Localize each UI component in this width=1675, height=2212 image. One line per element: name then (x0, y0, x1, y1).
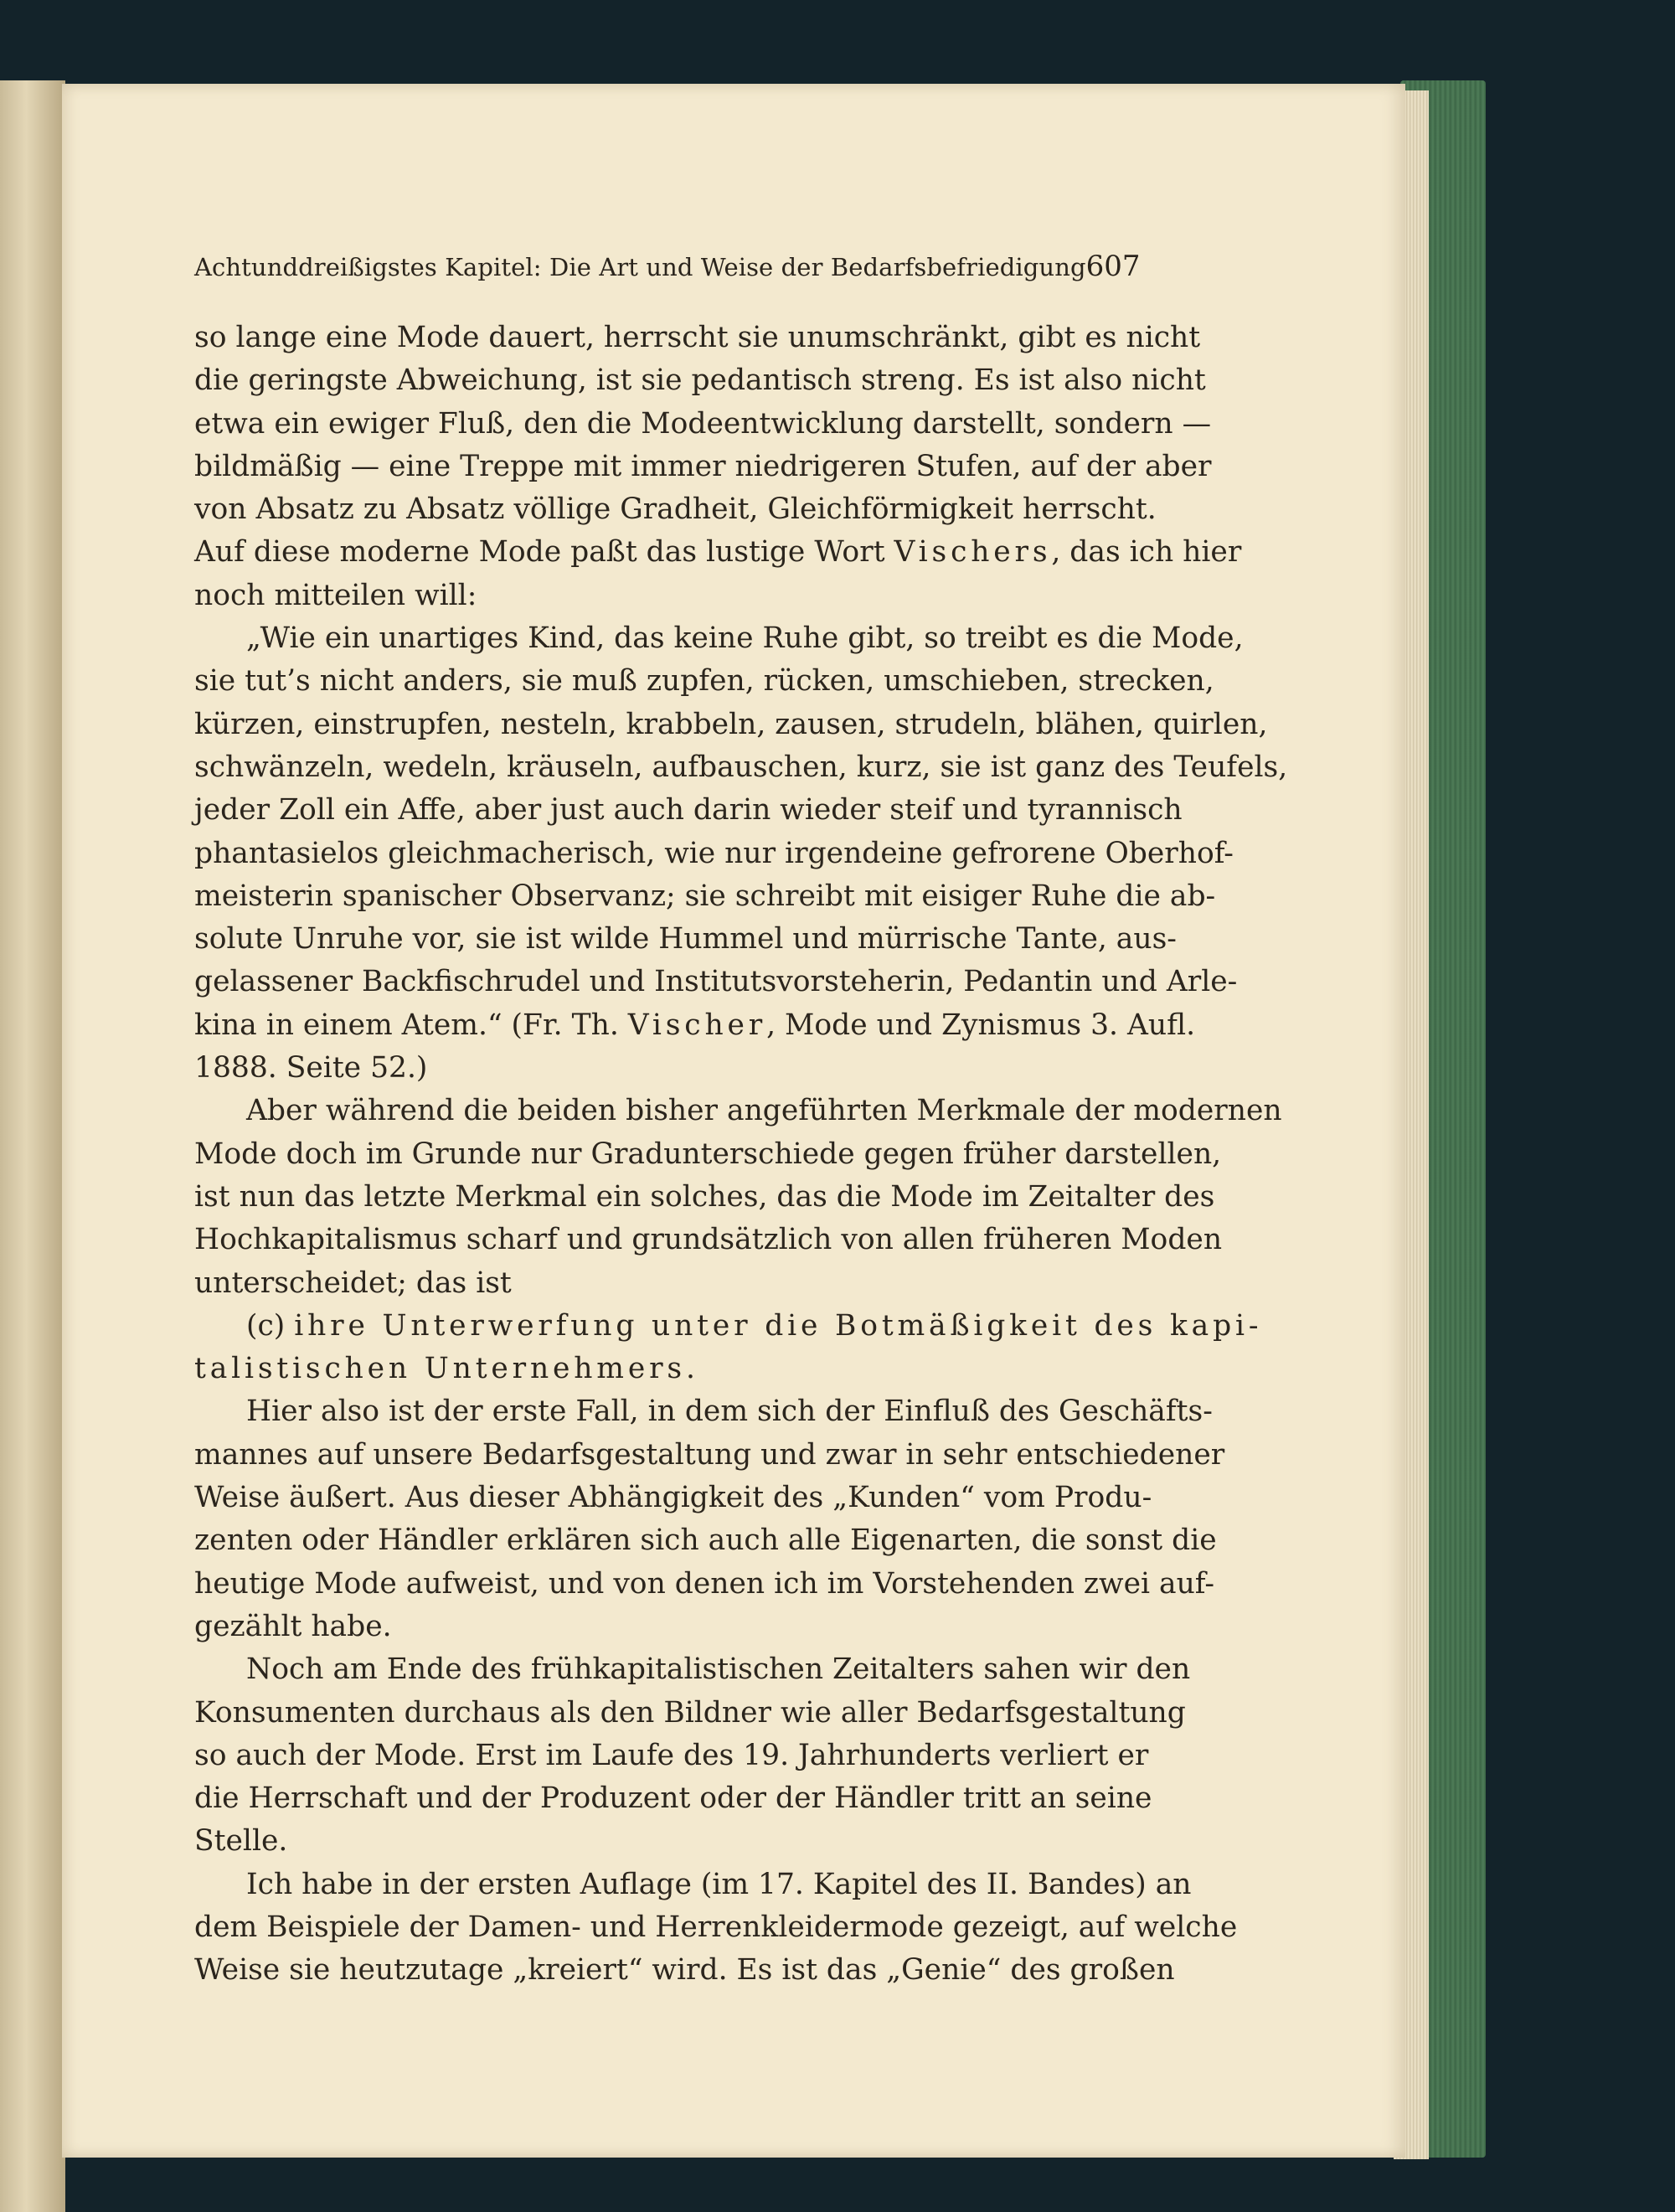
text-line: mannes auf unsere Bedarfsgestaltung und zwar in sehr entschiedener (194, 1437, 1225, 1472)
quote-line: sie tut’s nicht anders, sie muß zupfen, rücken, umschieben, strecken, (194, 664, 1214, 699)
text-line: Noch am Ende des frühkapitalistischen Zeitalters sahen wir den (246, 1653, 1191, 1687)
text-line: zenten oder Händler erklären sich auch alle Eigenarten, die sonst die (194, 1524, 1217, 1558)
text-line: Aber während die beiden bisher angeführten Merkmale der modernen (246, 1094, 1282, 1128)
text-line: von Absatz zu Absatz völlige Gradheit, Gleichförmigkeit herrscht. (194, 492, 1157, 527)
running-header (194, 250, 1141, 286)
text-line: Hochkapitalismus scharf und grundsätzlich von allen früheren Moden (194, 1223, 1223, 1257)
text-line: Ich habe in der ersten Auflage (im 17. Kapitel des II. Bandes) an (246, 1867, 1192, 1901)
text-line: so auch der Mode. Erst im Laufe des 19. Jahrhunderts verliert er (194, 1738, 1149, 1772)
text-line: so lange eine Mode dauert, herrscht sie unumschränkt, gibt es nicht (194, 321, 1201, 354)
text-line: dem Beispiele der Damen- und Herrenkleidermode gezeigt, auf welche (194, 1910, 1238, 1944)
quote-line: kürzen, einstrupfen, nesteln, krabbeln, zausen, strudeln, blähen, quirlen, (194, 707, 1268, 741)
text-line: Weise sie heutzutage „kreiert“ wird. Es ist das „Genie“ des großen (194, 1953, 1175, 1988)
text-line: bildmäßig — eine Treppe mit immer niedrigeren Stufen, auf der aber (194, 449, 1212, 483)
spaced-emphasis-line: talistischen Unternehmers. (194, 1352, 699, 1386)
list-marker: (c) (246, 1308, 295, 1343)
text-run: , Mode und Zynismus 3. Aufl. (766, 1008, 1196, 1042)
text-line: noch mitteilen will: (194, 578, 477, 612)
body-text (194, 317, 1288, 1993)
quote-line: „Wie ein unartiges Kind, das keine Ruhe gibt, so treibt es die Mode, (246, 621, 1244, 656)
quote-line: solute Unruhe vor, sie ist wilde Hummel und mürrische Tante, aus- (194, 922, 1177, 956)
text-line: ist nun das letzte Merkmal ein solches, das die Mode im Zeitalter des (194, 1179, 1215, 1214)
text-line: gezählt habe. (194, 1609, 392, 1643)
quote-line: jeder Zoll ein Affe, aber just auch darin wieder steif und tyrannisch (194, 793, 1183, 828)
text-line: die geringste Abweichung, ist sie pedantisch streng. Es ist also nicht (194, 364, 1206, 398)
quote-line (194, 1004, 1196, 1047)
spaced-name: Vischer (627, 1008, 767, 1042)
text-line: unterscheidet; das ist (194, 1266, 512, 1300)
text-run: Auf diese moderne Mode paßt das lustige Wort (194, 535, 894, 570)
text-line: etwa ein ewiger Fluß, den die Modeentwicklung darstellt, sondern — (194, 406, 1212, 441)
text-line (194, 531, 1242, 574)
spaced-name: Vischers (894, 535, 1052, 570)
quote-line: gelassener Backfischrudel und Institutsvorsteherin, Pedantin und Arle- (194, 965, 1238, 999)
text-line: Konsumenten durchaus als den Bildner wie aller Bedarfsgestaltung (194, 1695, 1186, 1730)
text-run: kina in einem Atem.“ (Fr. Th. (194, 1008, 628, 1042)
text-line (194, 1305, 1263, 1348)
text-line: Hier also ist der erste Fall, in dem sich der Einfluß des Geschäfts- (246, 1395, 1213, 1429)
facing-page-edge (0, 80, 65, 2212)
quote-line: schwänzeln, wedeln, kräuseln, aufbauschen, kurz, sie ist ganz des Teufels, (194, 750, 1288, 784)
text-line: Weise äußert. Aus dieser Abhängigkeit des „Kunden“ vom Produ- (194, 1481, 1152, 1515)
quote-line: 1888. Seite 52.) (194, 1051, 428, 1085)
quote-line: phantasielos gleichmacherisch, wie nur irgendeine gefrorene Oberhof- (194, 836, 1234, 870)
text-run: , das ich hier (1051, 535, 1242, 570)
page-number: 607 (1085, 250, 1141, 283)
text-line: heutige Mode aufweist, und von denen ich im Vorstehenden zwei auf- (194, 1566, 1214, 1601)
text-line: Mode doch im Grunde nur Gradunterschiede gegen früher darstellen, (194, 1137, 1222, 1171)
text-line: die Herrschaft und der Produzent oder der Händler tritt an seine (194, 1781, 1152, 1816)
quote-line: meisterin spanischer Observanz; sie schreibt mit eisiger Ruhe die ab- (194, 879, 1216, 913)
running-title: Achtunddreißigstes Kapitel: Die Art und Weise der Bedarfsbefriedigung (194, 253, 1086, 281)
spaced-emphasis: ihre Unterwerfung unter die Botmäßigkeit des kapi- (294, 1308, 1263, 1343)
text-line: Stelle. (194, 1824, 288, 1859)
